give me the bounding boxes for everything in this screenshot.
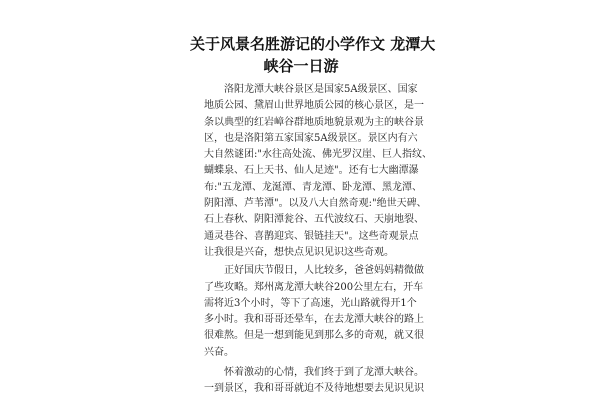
paragraph-line: 多小时。我和哥哥还晕车，在去龙潭大峡谷的路上 (204, 314, 424, 326)
paragraph (204, 365, 424, 398)
title-line-1: 关于风景名胜游记的小学作文 龙潭大 (190, 35, 436, 53)
paragraph-line: 区，也是洛阳第五家国家5A级景区。景区内有六 (204, 132, 418, 144)
paragraph-line: 让我很是兴奋，想快点见识见识这些奇观。 (204, 246, 394, 258)
paragraph-line: 正好国庆节假日，人比较多，爸爸妈妈精微做 (224, 265, 424, 277)
paragraph-line: 一到景区，我和哥哥就迫不及待地想要去见识见识 (204, 383, 424, 395)
paragraph-line: 兴奋。 (204, 346, 234, 358)
paragraph-line: 大自然谜团:"水往高处流、佛光罗汉崖、巨人指纹、 (204, 149, 432, 161)
paragraph (204, 263, 424, 361)
paragraph-line: 需将近3个小时，等下了高速，光山路就得开1个 (204, 297, 417, 309)
paragraph-line: 蝴蝶泉、石上天书、仙人足迹"。还有七大幽潭瀑 (204, 165, 419, 177)
paragraph-line: 阴阳潭、芦苇潭"。以及八大自然奇观:"绝世天碑、 (204, 198, 427, 210)
paragraph-line: 条以典型的红岩嶂谷群地质地貌景观为主的峡谷景 (204, 116, 424, 128)
paragraph-line: 了些攻略。郑州离龙潭大峡谷200公里左右，开车 (204, 281, 424, 293)
title-line-2: 峡谷一日游 (263, 57, 339, 75)
paragraph-line: 洛阳龙潭大峡谷景区是国家5A级景区、国家 (224, 84, 418, 95)
paragraph-line: 布:"五龙潭、龙涎潭、青龙潭、卧龙潭、黑龙潭、 (204, 181, 422, 193)
article-title (190, 33, 436, 77)
paragraph-line: 石上春秋、阴阳潭瓮谷、五代波纹石、天崩地裂、 (204, 214, 424, 226)
article-body (204, 82, 432, 398)
paragraph-line: 地质公园、黛眉山世界地质公园的核心景区，是一 (204, 100, 424, 112)
paragraph (204, 82, 432, 261)
paragraph-line: 通灵巷谷、喜鹊迎宾、银链挂天"。这些奇观景点 (204, 230, 419, 242)
paragraph-line: 怀着激动的心情，我们终于到了龙潭大峡谷。 (224, 367, 424, 379)
paragraph-line: 很难熬。但是一想到能见到那么多的奇观，就又很 (204, 330, 424, 342)
